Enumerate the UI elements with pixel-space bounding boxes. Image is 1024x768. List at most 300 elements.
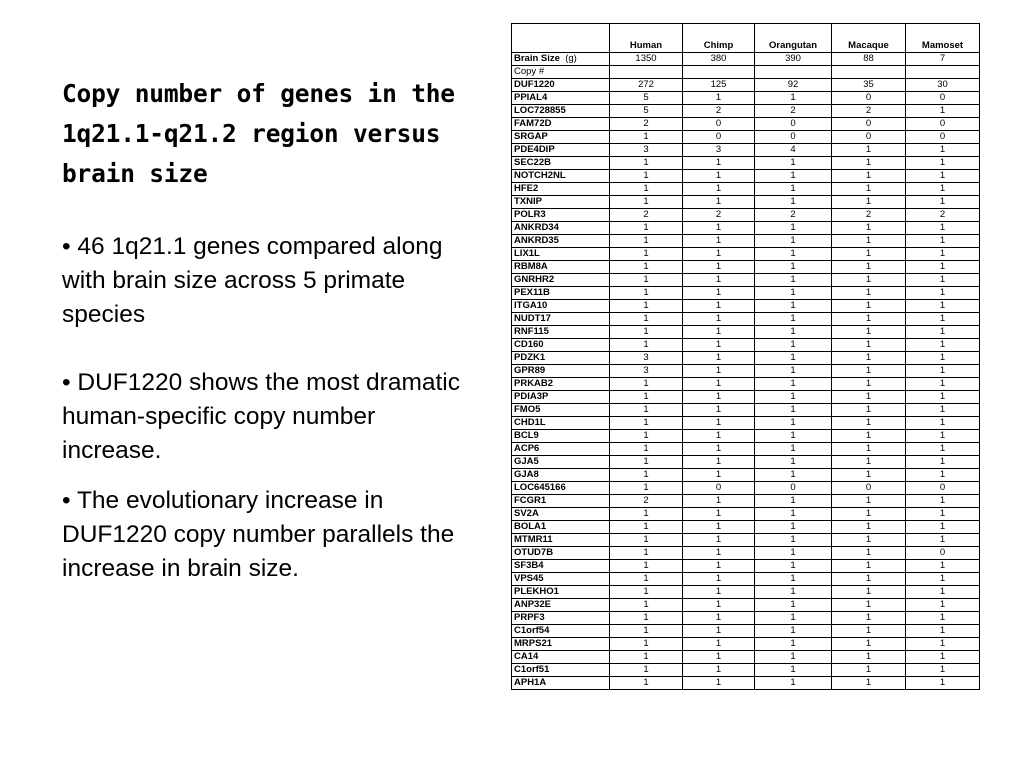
copy-number-cell: 5 (610, 105, 683, 118)
gene-name: LIX1L (512, 248, 610, 261)
copy-number-cell: 0 (683, 131, 755, 144)
gene-name: MRPS21 (512, 638, 610, 651)
copy-number-cell: 0 (755, 482, 832, 495)
copy-number-cell: 1 (832, 300, 906, 313)
gene-name: LOC645166 (512, 482, 610, 495)
table-row (512, 352, 980, 365)
copy-number-cell: 1 (610, 547, 683, 560)
copy-number-cell: 4 (755, 144, 832, 157)
copy-number-cell: 0 (832, 131, 906, 144)
gene-copy-number-table (511, 23, 980, 690)
copy-number-cell: 1 (906, 651, 980, 664)
table-row (512, 469, 980, 482)
copy-number-cell: 1 (610, 443, 683, 456)
brain-size-value: 88 (832, 53, 906, 66)
gene-name: GPR89 (512, 365, 610, 378)
copy-number-cell: 1 (755, 469, 832, 482)
copy-number-cell: 1 (683, 378, 755, 391)
copy-number-cell: 0 (906, 482, 980, 495)
copy-number-cell: 2 (610, 118, 683, 131)
copy-number-cell: 272 (610, 79, 683, 92)
copy-number-cell: 1 (832, 651, 906, 664)
table-row (512, 157, 980, 170)
copy-number-cell: 1 (755, 547, 832, 560)
table-row (512, 131, 980, 144)
copy-number-cell: 1 (683, 664, 755, 677)
gene-name: PDZK1 (512, 352, 610, 365)
table-row (512, 482, 980, 495)
copy-number-cell: 1 (610, 339, 683, 352)
copy-number-cell: 1 (832, 365, 906, 378)
copy-number-cell: 1 (832, 235, 906, 248)
copy-number-cell: 1 (906, 456, 980, 469)
copy-number-cell: 1 (610, 222, 683, 235)
copy-number-cell: 1 (683, 521, 755, 534)
table-row (512, 183, 980, 196)
copy-number-cell: 2 (832, 209, 906, 222)
copy-number-cell: 1 (683, 599, 755, 612)
bullet-item: • 46 1q21.1 genes compared along with brain size across 5 primate species (62, 233, 443, 328)
copy-number-cell: 1 (755, 456, 832, 469)
copy-number-cell: 1 (832, 560, 906, 573)
copy-number-cell: 1 (610, 482, 683, 495)
copy-number-cell: 1 (906, 248, 980, 261)
gene-name: FCGR1 (512, 495, 610, 508)
copy-number-cell: 1 (755, 534, 832, 547)
copy-number-cell: 1 (610, 235, 683, 248)
brain-size-value: 380 (683, 53, 755, 66)
copy-number-cell: 1 (610, 157, 683, 170)
table-row (512, 417, 980, 430)
gene-name: BOLA1 (512, 521, 610, 534)
copy-number-cell: 1 (832, 612, 906, 625)
copy-number-cell: 1 (610, 521, 683, 534)
copy-number-cell: 1 (832, 222, 906, 235)
gene-name: BCL9 (512, 430, 610, 443)
copy-number-cell: 1 (906, 235, 980, 248)
gene-name: MTMR11 (512, 534, 610, 547)
copy-number-cell: 1 (906, 157, 980, 170)
empty-cell (610, 66, 683, 79)
copy-number-cell: 1 (683, 313, 755, 326)
copy-number-cell: 1 (906, 222, 980, 235)
copy-number-cell: 1 (610, 664, 683, 677)
copy-number-cell: 1 (906, 521, 980, 534)
copy-number-cell: 1 (610, 677, 683, 690)
copy-number-cell: 1 (755, 157, 832, 170)
copy-number-cell: 1 (755, 274, 832, 287)
copy-number-cell: 1 (832, 456, 906, 469)
copy-number-cell: 2 (610, 495, 683, 508)
copy-number-cell: 1 (610, 469, 683, 482)
copy-number-cell: 2 (755, 105, 832, 118)
copy-number-cell: 1 (683, 573, 755, 586)
copy-number-cell: 0 (832, 482, 906, 495)
table-row (512, 144, 980, 157)
copy-number-cell: 1 (906, 170, 980, 183)
copy-number-cell: 1 (906, 677, 980, 690)
copy-number-cell: 1 (906, 534, 980, 547)
copy-number-cell: 1 (610, 573, 683, 586)
header-empty-cell (512, 24, 610, 53)
copy-number-cell: 1 (610, 287, 683, 300)
copy-number-cell: 1 (906, 261, 980, 274)
copy-number-cell: 1 (683, 456, 755, 469)
copy-number-cell: 1 (683, 326, 755, 339)
copy-number-cell: 1 (755, 222, 832, 235)
empty-cell (755, 66, 832, 79)
gene-name: SV2A (512, 508, 610, 521)
table-row (512, 300, 980, 313)
copy-number-cell: 1 (683, 404, 755, 417)
copy-number-cell: 0 (906, 118, 980, 131)
table-row (512, 378, 980, 391)
table-row (512, 339, 980, 352)
gene-name: RNF115 (512, 326, 610, 339)
copy-number-cell: 3 (610, 144, 683, 157)
copy-number-cell: 1 (755, 664, 832, 677)
copy-number-cell: 1 (906, 417, 980, 430)
species-header: Orangutan (755, 24, 832, 53)
copy-number-cell: 1 (610, 534, 683, 547)
copy-number-cell: 1 (683, 339, 755, 352)
copy-number-cell: 1 (906, 339, 980, 352)
copy-number-cell: 1 (610, 170, 683, 183)
species-header: Chimp (683, 24, 755, 53)
copy-number-cell: 1 (683, 677, 755, 690)
table-row (512, 534, 980, 547)
copy-number-cell: 1 (832, 625, 906, 638)
gene-name: GNRHR2 (512, 274, 610, 287)
copy-number-cell: 1 (906, 105, 980, 118)
gene-name: LOC728855 (512, 105, 610, 118)
copy-number-cell: 1 (683, 495, 755, 508)
bullet-item: • The evolutionary increase in DUF1220 copy number parallels the increase in brain size. (62, 487, 455, 582)
copy-number-cell: 1 (755, 170, 832, 183)
copy-number-cell: 1 (906, 378, 980, 391)
copy-number-cell: 2 (683, 105, 755, 118)
copy-number-cell: 0 (755, 118, 832, 131)
copy-number-cell: 0 (683, 482, 755, 495)
table-row (512, 313, 980, 326)
copy-number-cell: 1 (906, 573, 980, 586)
brain-size-unit: (g) (565, 53, 577, 64)
copy-number-cell: 1 (610, 261, 683, 274)
copy-number-cell: 30 (906, 79, 980, 92)
brain-size-row (512, 53, 980, 66)
copy-number-cell: 1 (906, 391, 980, 404)
table-row (512, 508, 980, 521)
copy-number-cell: 1 (683, 183, 755, 196)
copy-number-cell: 1 (683, 625, 755, 638)
species-header: Mamoset (906, 24, 980, 53)
copy-number-cell: 1 (832, 677, 906, 690)
gene-name: PDE4DIP (512, 144, 610, 157)
table-row (512, 326, 980, 339)
copy-number-cell: 1 (755, 183, 832, 196)
copy-number-cell: 1 (755, 651, 832, 664)
gene-name: ANKRD35 (512, 235, 610, 248)
copy-number-cell: 1 (832, 521, 906, 534)
copy-number-cell: 1 (832, 586, 906, 599)
copy-number-cell: 1 (610, 378, 683, 391)
copy-number-cell: 1 (755, 378, 832, 391)
copy-number-cell: 3 (683, 144, 755, 157)
table-row (512, 261, 980, 274)
copy-number-cell: 1 (610, 183, 683, 196)
copy-number-cell: 1 (832, 326, 906, 339)
gene-name: SEC22B (512, 157, 610, 170)
table-row (512, 573, 980, 586)
table-row (512, 287, 980, 300)
copy-number-cell: 1 (906, 313, 980, 326)
gene-name: CA14 (512, 651, 610, 664)
copy-number-cell: 1 (906, 365, 980, 378)
copy-number-cell: 1 (906, 495, 980, 508)
table-header-row (512, 24, 980, 53)
gene-name: ANP32E (512, 599, 610, 612)
copy-number-cell: 1 (832, 352, 906, 365)
copy-number-cell: 1 (683, 274, 755, 287)
copy-number-cell: 1 (755, 300, 832, 313)
bullet-list (62, 230, 462, 586)
copy-number-cell: 1 (832, 404, 906, 417)
gene-name: PLEKHO1 (512, 586, 610, 599)
copy-number-cell: 1 (683, 612, 755, 625)
copy-number-cell: 2 (610, 209, 683, 222)
copy-number-cell: 1 (755, 677, 832, 690)
copy-number-cell: 1 (832, 261, 906, 274)
copy-number-cell: 1 (683, 391, 755, 404)
copy-number-cell: 1 (755, 92, 832, 105)
gene-name: ITGA10 (512, 300, 610, 313)
copy-number-cell: 1 (906, 443, 980, 456)
copy-number-cell: 1 (832, 391, 906, 404)
copy-number-cell: 1 (755, 495, 832, 508)
gene-name: GJA5 (512, 456, 610, 469)
table-row (512, 547, 980, 560)
copy-number-cell: 1 (610, 248, 683, 261)
copy-number-cell: 1 (683, 365, 755, 378)
table-row (512, 79, 980, 92)
table-row (512, 118, 980, 131)
copy-number-cell: 1 (610, 274, 683, 287)
table-row (512, 274, 980, 287)
copy-number-cell: 1 (906, 625, 980, 638)
copy-number-cell: 1 (610, 508, 683, 521)
copy-number-cell: 1 (683, 261, 755, 274)
copy-number-cell: 1 (683, 443, 755, 456)
copy-number-cell: 1 (755, 560, 832, 573)
table-row (512, 638, 980, 651)
table-row (512, 651, 980, 664)
copy-number-cell: 1 (755, 508, 832, 521)
copy-number-cell: 1 (683, 222, 755, 235)
copy-number-cell: 1 (610, 300, 683, 313)
brain-size-value: 1350 (610, 53, 683, 66)
table-row (512, 560, 980, 573)
copy-number-cell: 1 (683, 235, 755, 248)
copy-number-cell: 1 (906, 638, 980, 651)
copy-number-cell: 1 (755, 417, 832, 430)
gene-name: HFE2 (512, 183, 610, 196)
copy-number-cell: 1 (683, 196, 755, 209)
table-row (512, 677, 980, 690)
table-row (512, 495, 980, 508)
copy-number-cell: 5 (610, 92, 683, 105)
gene-name: PRKAB2 (512, 378, 610, 391)
copy-number-cell: 125 (683, 79, 755, 92)
copy-number-cell: 1 (832, 664, 906, 677)
copy-number-cell: 1 (832, 196, 906, 209)
gene-name: PRPF3 (512, 612, 610, 625)
table-row (512, 586, 980, 599)
table-row (512, 443, 980, 456)
copy-number-cell: 1 (610, 625, 683, 638)
copy-number-label: Copy # (512, 66, 610, 79)
brain-size-value: 7 (906, 53, 980, 66)
copy-number-cell: 3 (610, 365, 683, 378)
copy-number-cell: 1 (610, 456, 683, 469)
gene-name: PPIAL4 (512, 92, 610, 105)
table-row (512, 404, 980, 417)
gene-name: C1orf54 (512, 625, 610, 638)
gene-name: APH1A (512, 677, 610, 690)
table-row (512, 365, 980, 378)
copy-number-cell: 1 (906, 404, 980, 417)
slide-title: Copy number of genes in the 1q21.1-q21.2 region versus brain size (62, 79, 455, 188)
copy-number-cell: 1 (683, 586, 755, 599)
copy-number-cell: 1 (906, 352, 980, 365)
copy-number-cell: 1 (610, 651, 683, 664)
copy-number-cell: 1 (683, 638, 755, 651)
copy-number-cell: 1 (610, 560, 683, 573)
copy-number-cell: 1 (906, 144, 980, 157)
copy-number-cell: 1 (906, 469, 980, 482)
table-row (512, 664, 980, 677)
copy-number-cell: 1 (755, 313, 832, 326)
copy-number-cell: 1 (906, 612, 980, 625)
copy-number-cell: 1 (832, 508, 906, 521)
copy-number-cell: 0 (832, 118, 906, 131)
copy-number-cell: 1 (755, 599, 832, 612)
gene-name: SF3B4 (512, 560, 610, 573)
table-row (512, 92, 980, 105)
table-row (512, 599, 980, 612)
brain-size-label: Brain Size (g) (512, 53, 610, 66)
copy-number-cell: 0 (906, 92, 980, 105)
table-row (512, 430, 980, 443)
copy-number-cell: 1 (683, 651, 755, 664)
copy-number-cell: 1 (683, 417, 755, 430)
copy-number-cell: 1 (906, 430, 980, 443)
copy-number-cell: 1 (832, 443, 906, 456)
copy-number-cell: 1 (755, 586, 832, 599)
copy-number-cell: 0 (906, 131, 980, 144)
copy-number-cell: 1 (610, 196, 683, 209)
gene-name: CD160 (512, 339, 610, 352)
copy-number-cell: 1 (755, 352, 832, 365)
gene-name: PDIA3P (512, 391, 610, 404)
gene-name: OTUD7B (512, 547, 610, 560)
copy-number-cell: 1 (906, 183, 980, 196)
copy-number-cell: 1 (832, 157, 906, 170)
copy-number-cell: 1 (755, 287, 832, 300)
copy-number-cell: 1 (683, 508, 755, 521)
copy-number-cell: 3 (610, 352, 683, 365)
copy-number-cell: 1 (832, 378, 906, 391)
copy-number-cell: 1 (906, 300, 980, 313)
table-row (512, 235, 980, 248)
copy-number-cell: 1 (610, 417, 683, 430)
table-row (512, 612, 980, 625)
copy-number-cell: 1 (832, 183, 906, 196)
copy-number-cell: 1 (755, 612, 832, 625)
copy-number-cell: 1 (755, 573, 832, 586)
copy-number-cell: 1 (832, 638, 906, 651)
copy-number-cell: 1 (755, 443, 832, 456)
copy-number-cell: 1 (610, 326, 683, 339)
copy-number-cell: 1 (755, 404, 832, 417)
table-row (512, 391, 980, 404)
copy-number-cell: 1 (832, 430, 906, 443)
copy-number-cell: 1 (755, 235, 832, 248)
copy-number-label-row (512, 66, 980, 79)
copy-number-cell: 1 (610, 131, 683, 144)
copy-number-cell: 1 (832, 599, 906, 612)
copy-number-cell: 1 (906, 287, 980, 300)
copy-number-cell: 0 (755, 131, 832, 144)
empty-cell (683, 66, 755, 79)
table-row (512, 105, 980, 118)
copy-number-cell: 1 (610, 586, 683, 599)
gene-name: FAM72D (512, 118, 610, 131)
gene-name: RBM8A (512, 261, 610, 274)
copy-number-cell: 1 (832, 287, 906, 300)
gene-name: TXNIP (512, 196, 610, 209)
copy-number-cell: 1 (906, 586, 980, 599)
copy-number-cell: 1 (755, 391, 832, 404)
copy-number-cell: 2 (683, 209, 755, 222)
brain-size-value: 390 (755, 53, 832, 66)
copy-number-cell: 1 (610, 391, 683, 404)
table-row (512, 196, 980, 209)
copy-number-cell: 1 (906, 326, 980, 339)
copy-number-cell: 1 (906, 560, 980, 573)
copy-number-cell: 1 (832, 417, 906, 430)
copy-number-cell: 1 (683, 170, 755, 183)
copy-number-cell: 0 (906, 547, 980, 560)
copy-number-cell: 1 (683, 287, 755, 300)
gene-name: PEX11B (512, 287, 610, 300)
gene-name: SRGAP (512, 131, 610, 144)
copy-number-cell: 1 (683, 430, 755, 443)
table-row (512, 209, 980, 222)
gene-name: ANKRD34 (512, 222, 610, 235)
copy-number-cell: 1 (832, 274, 906, 287)
empty-cell (832, 66, 906, 79)
table-row (512, 248, 980, 261)
empty-cell (906, 66, 980, 79)
copy-number-cell: 1 (610, 599, 683, 612)
gene-name: NUDT17 (512, 313, 610, 326)
copy-number-cell: 1 (755, 261, 832, 274)
gene-name: CHD1L (512, 417, 610, 430)
copy-number-cell: 1 (610, 313, 683, 326)
copy-number-cell: 1 (683, 560, 755, 573)
table-row (512, 521, 980, 534)
copy-number-cell: 1 (906, 664, 980, 677)
